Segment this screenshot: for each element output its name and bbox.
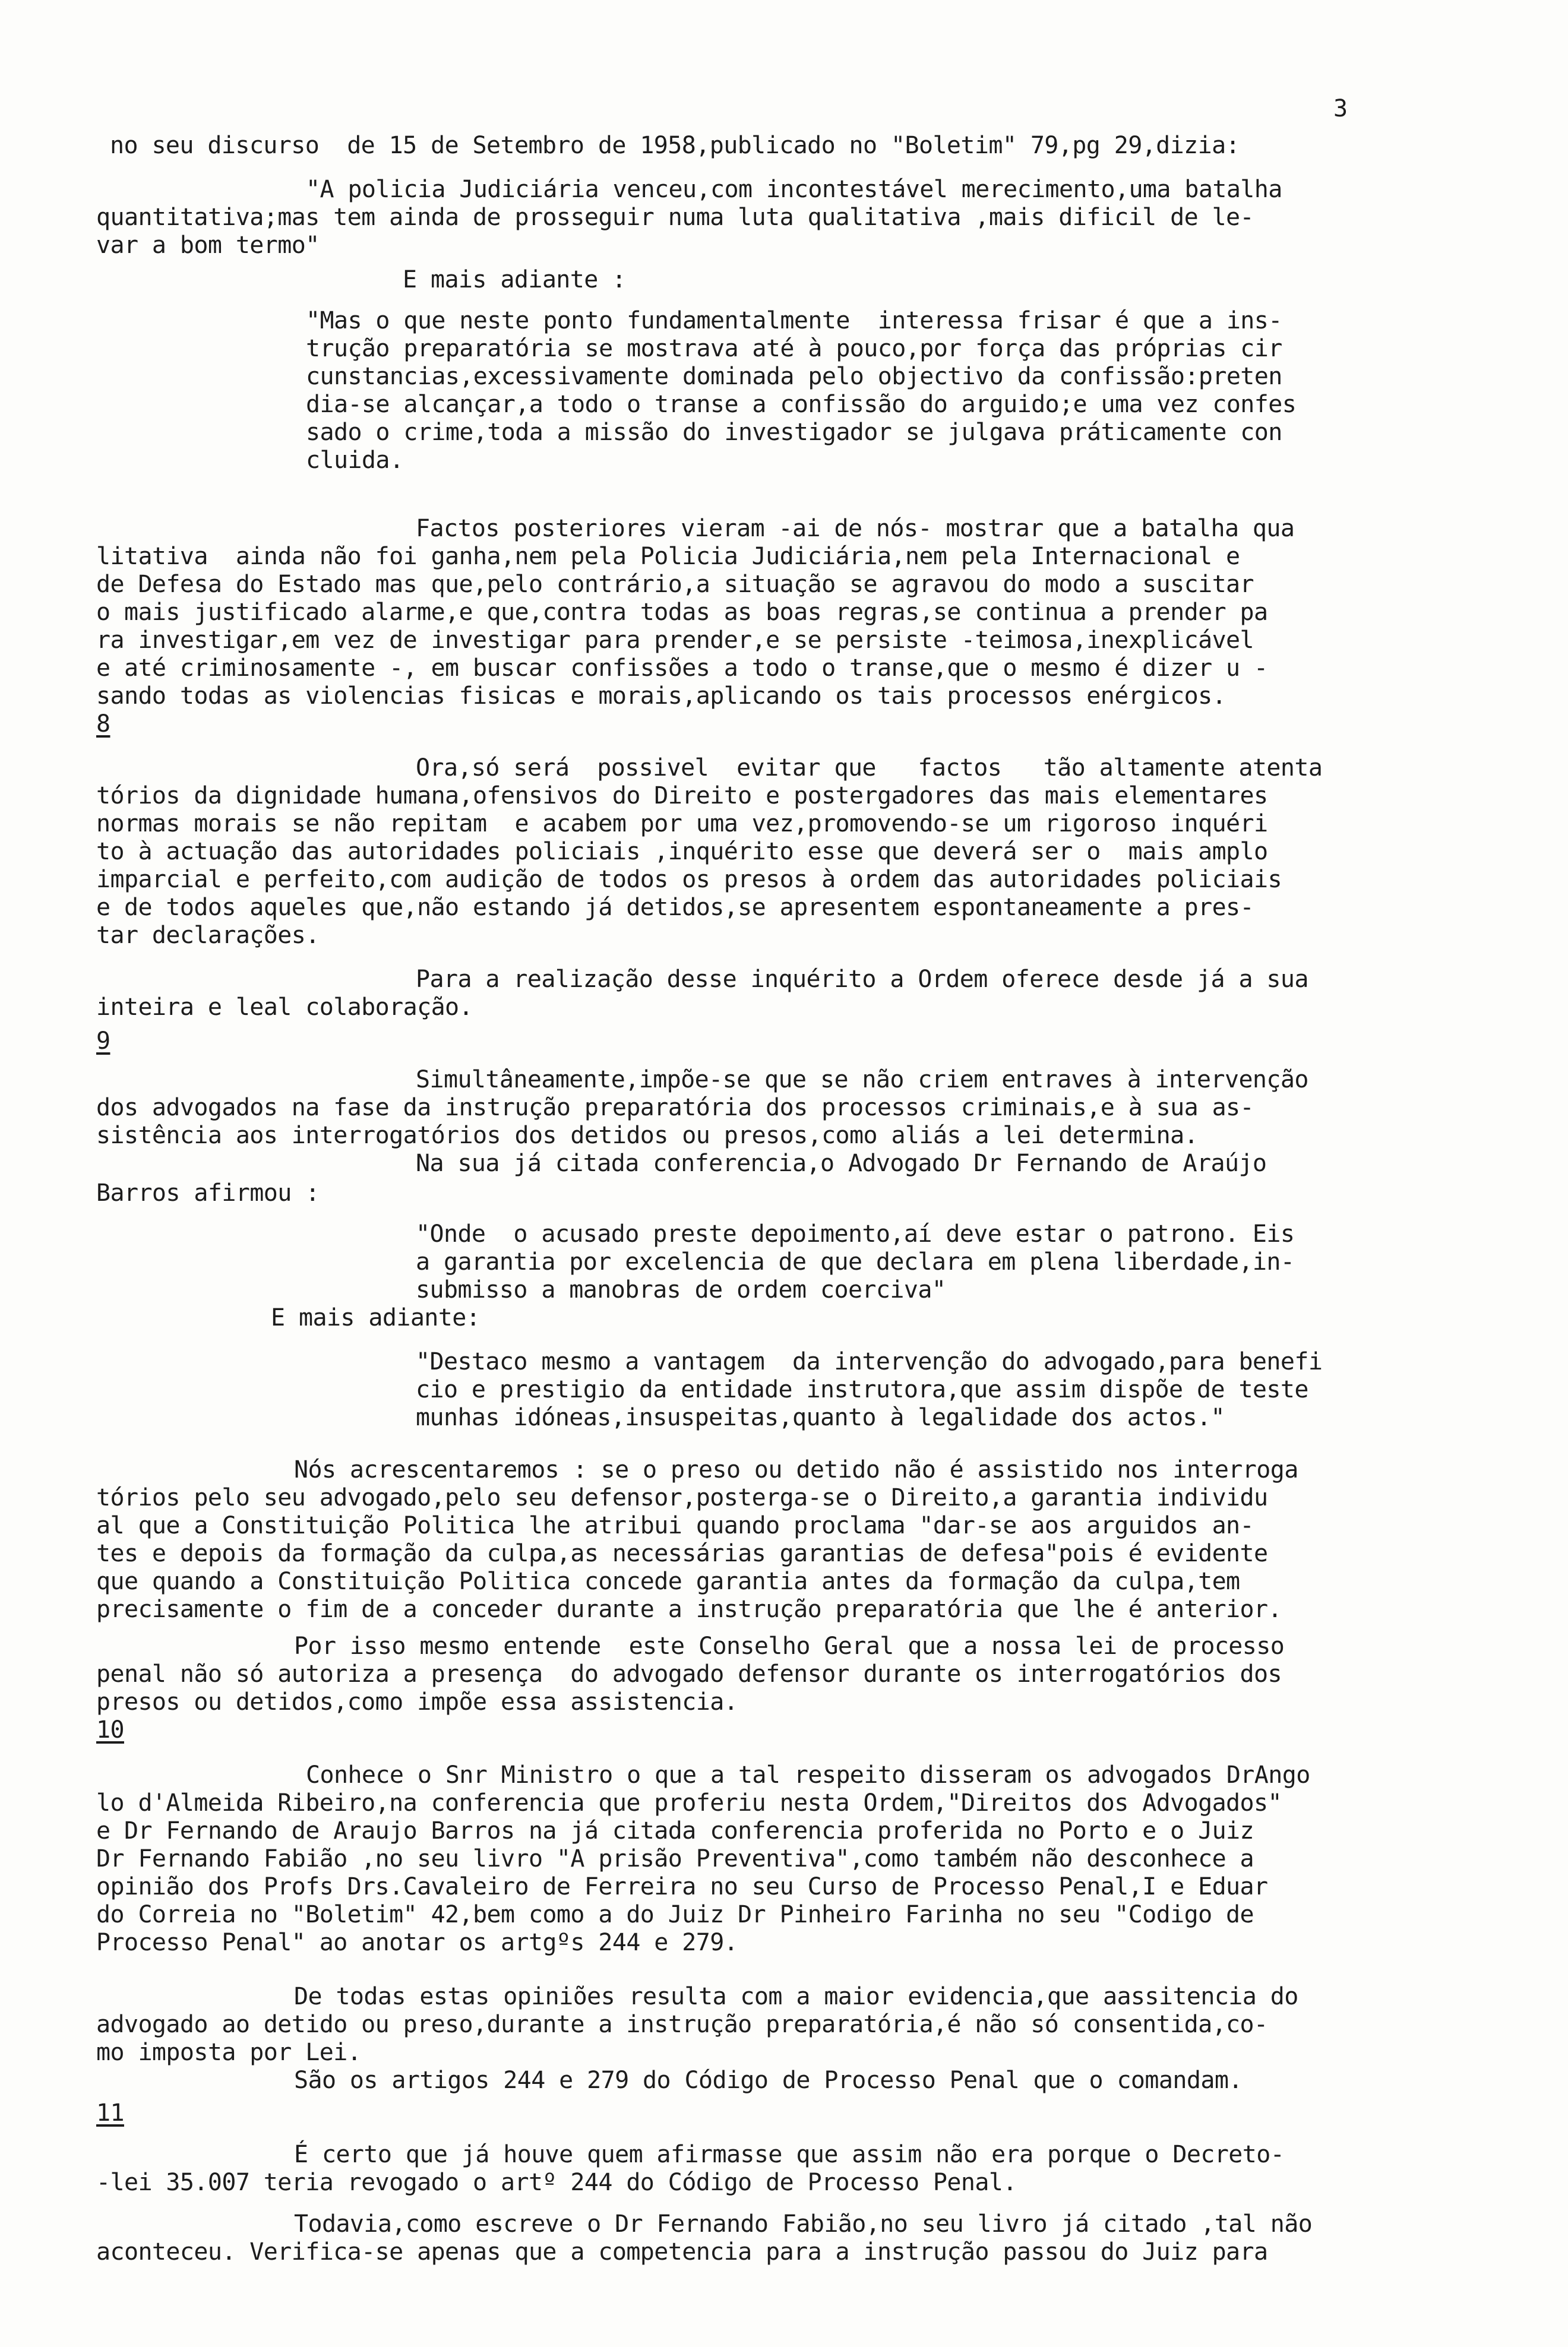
text-line: que quando a Constituição Politica concede garantia antes da formação da culpa,tem [96,1568,1240,1595]
text-line: penal não só autoriza a presença do advogado defensor durante os interrogatórios dos [96,1660,1282,1688]
quote-line: "Mas o que neste ponto fundamentalmente interessa frisar é que a ins- [306,307,1282,334]
text-line: imparcial e perfeito,com audição de todos os presos à ordem das autoridades policiais [96,866,1282,893]
text-line: Todavia,como escreve o Dr Fernando Fabião,no seu livro já citado ,tal não [294,2210,1313,2238]
text-line: e até criminosamente -, em buscar confissões a todo o transe,que o mesmo é dizer u - [96,654,1268,682]
text-line: o mais justificado alarme,e que,contra todas as boas regras,se continua a prender pa [96,599,1268,626]
text-line: to à actuação das autoridades policiais ,inquérito esse que deverá ser o mais amplo [96,838,1268,865]
text-line: var a bom termo" [96,232,320,259]
text-line: normas morais se não repitam e acabem por uma vez,promovendo-se um rigoroso inquéri [96,810,1268,837]
quote-line: cluida. [306,447,404,474]
text-line: dos advogados na fase da instrução preparatória dos processos criminais,e à sua as- [96,1094,1254,1121]
text-line: do Correia no "Boletim" 42,bem como a do Juiz Dr Pinheiro Farinha no seu "Codigo de [96,1901,1254,1928]
text-line: De todas estas opiniões resulta com a maior evidencia,que aassitencia do [294,1983,1298,2010]
text-line: ra investigar,em vez de investigar para prender,e se persiste -teimosa,inexplicável [96,627,1254,654]
text-line: São os artigos 244 e 279 do Código de Processo Penal que o comandam. [294,2067,1243,2094]
text-line: tes e depois da formação da culpa,as necessárias garantias de defesa"pois é evidente [96,1540,1268,1567]
text-line: Processo Penal" ao anotar os artgºs 244 e 279. [96,1929,738,1956]
text-line: Dr Fernando Fabião ,no seu livro "A prisão Preventiva",como também não desconhece a [96,1845,1254,1872]
text-line: presos ou detidos,como impõe essa assistencia. [96,1688,738,1716]
text-line: Por isso mesmo entende este Conselho Geral que a nossa lei de processo [294,1633,1285,1660]
text-line: mo imposta por Lei. [96,2039,362,2066]
paragraph-number: 9 [96,1027,110,1055]
text-line: lo d'Almeida Ribeiro,na conferencia que proferiu nesta Ordem,"Direitos dos Advogados" [96,1789,1282,1817]
text-line: al que a Constituição Politica lhe atribui quando proclama "dar-se aos arguidos an- [96,1512,1254,1539]
text-line: Factos posteriores vieram -ai de nós- mostrar que a batalha qua [416,515,1295,542]
text-line: quantitativa;mas tem ainda de prosseguir numa luta qualitativa ,mais dificil de le- [96,204,1254,231]
page-number: 3 [1333,95,1348,122]
text-line: litativa ainda não foi ganha,nem pela Policia Judiciária,nem pela Internacional e [96,543,1240,570]
text-line: E mais adiante : [403,266,626,293]
quote-line: "Onde o acusado preste depoimento,aí deve estar o patrono. Eis [416,1220,1295,1248]
quote-line: a garantia por excelencia de que declara em plena liberdade,in- [416,1248,1295,1276]
text-line: Nós acrescentaremos : se o preso ou detido não é assistido nos interroga [294,1456,1298,1484]
text-line: -lei 35.007 teria revogado o artº 244 do Código de Processo Penal. [96,2169,1017,2196]
text-line: e de todos aqueles que,não estando já detidos,se apresentem espontaneamente a pres- [96,894,1254,921]
text-line: opinião dos Profs Drs.Cavaleiro de Ferreira no seu Curso de Processo Penal,I e Eduar [96,1873,1268,1900]
quote-line: munhas idóneas,insuspeitas,quanto à legalidade dos actos." [416,1404,1225,1431]
text-line: sistência aos interrogatórios dos detidos ou presos,como aliás a lei determina. [96,1122,1199,1149]
quote-line: submisso a manobras de ordem coerciva" [416,1276,946,1304]
text-line: Barros afirmou : [96,1179,320,1207]
text-line: de Defesa do Estado mas que,pelo contrário,a situação se agravou do modo a suscitar [96,571,1254,598]
text-line: Conhece o Snr Ministro o que a tal respeito disseram os advogados DrAngo [306,1761,1310,1789]
text-line: aconteceu. Verifica-se apenas que a competencia para a instrução passou do Juiz para [96,2238,1268,2266]
quote-line: trução preparatória se mostrava até à pouco,por força das próprias cir [306,335,1282,362]
text-line: tar declarações. [96,922,320,949]
text-line: Simultâneamente,impõe-se que se não criem entraves à intervenção [416,1066,1308,1093]
text-line: tórios pelo seu advogado,pelo seu defensor,posterga-se o Direito,a garantia individu [96,1484,1268,1511]
quote-line: cio e prestigio da entidade instrutora,que assim dispõe de teste [416,1376,1308,1403]
quote-line: "Destaco mesmo a vantagem da intervenção do advogado,para benefi [416,1348,1323,1375]
paragraph-number: 8 [96,710,110,738]
text-line: no seu discurso de 15 de Setembro de 1958,publicado no "Boletim" 79,pg 29,dizia: [110,132,1240,159]
text-line: E mais adiante: [271,1304,480,1331]
quote-line: cunstancias,excessivamente dominada pelo objectivo da confissão:preten [306,363,1282,390]
text-line: inteira e leal colaboração. [96,994,473,1021]
text-line: "A policia Judiciária venceu,com incontestável merecimento,uma batalha [306,176,1282,203]
paragraph-number: 10 [96,1716,124,1744]
text-line: É certo que já houve quem afirmasse que assim não era porque o Decreto- [294,2141,1285,2168]
text-line: Na sua já citada conferencia,o Advogado Dr Fernando de Araújo [416,1150,1267,1177]
quote-line: sado o crime,toda a missão do investigador se julgava práticamente con [306,419,1282,446]
quote-line: dia-se alcançar,a todo o transe a confissão do arguido;e uma vez confes [306,391,1297,418]
text-line: tórios da dignidade humana,ofensivos do Direito e postergadores das mais elementares [96,782,1268,809]
text-line: Para a realização desse inquérito a Ordem oferece desde já a sua [416,966,1308,993]
text-line: advogado ao detido ou preso,durante a instrução preparatória,é não só consentida,co- [96,2011,1268,2038]
text-line: e Dr Fernando de Araujo Barros na já citada conferencia proferida no Porto e o Juiz [96,1817,1254,1845]
text-line: precisamente o fim de a conceder durante a instrução preparatória que lhe é anterior. [96,1596,1282,1623]
text-line: sando todas as violencias fisicas e morais,aplicando os tais processos enérgicos. [96,682,1226,710]
paragraph-number: 11 [96,2099,124,2127]
text-line: Ora,só será possivel evitar que factos tão altamente atenta [416,754,1323,782]
